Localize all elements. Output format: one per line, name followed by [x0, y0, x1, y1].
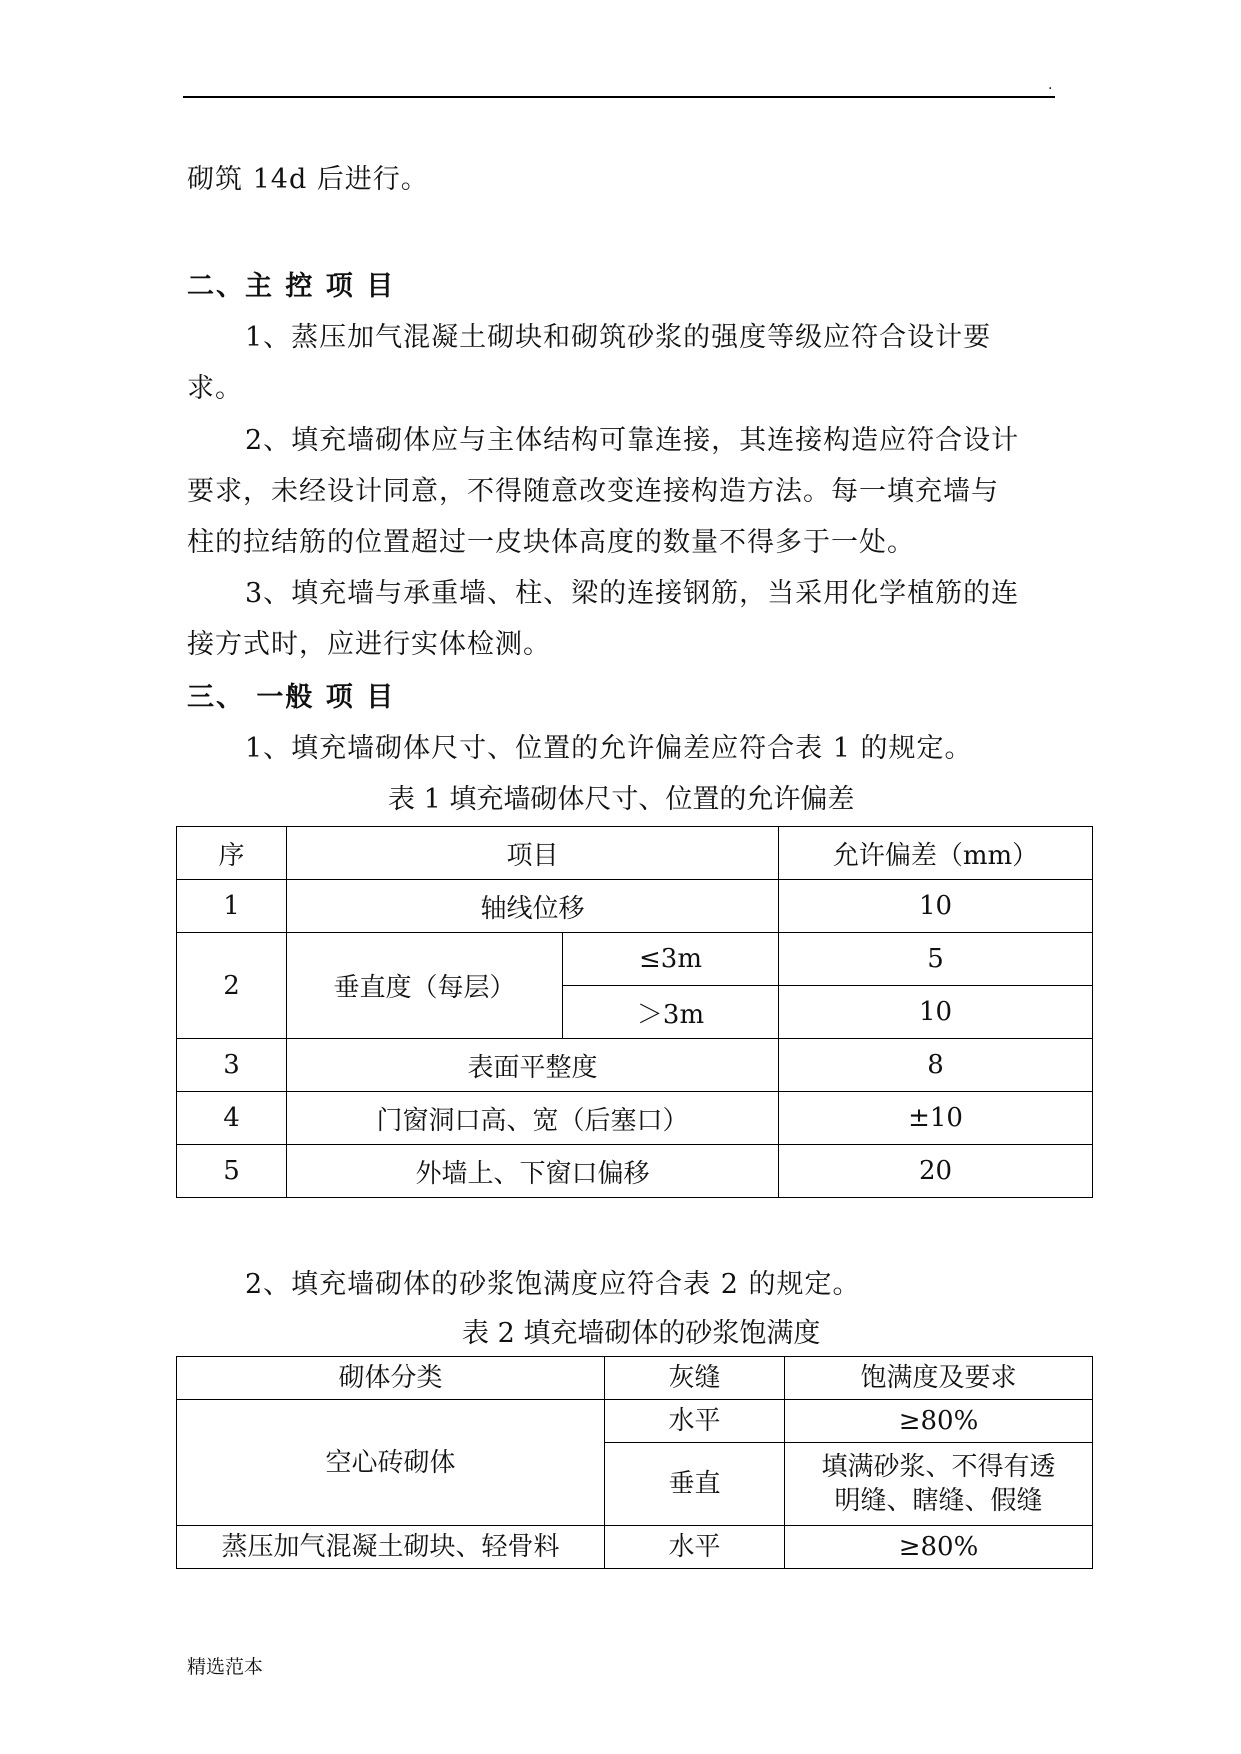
row-item: 轴线位移 [287, 880, 779, 933]
footer-text: 精选范本 [187, 1656, 264, 1678]
row-joint: 垂直 [605, 1443, 785, 1526]
row-subitem: ＞3m [563, 986, 779, 1039]
table-header-row [177, 827, 1093, 880]
header-cell-type: 砌体分类 [177, 1357, 605, 1400]
table-row [177, 1092, 1093, 1145]
table-row [177, 1400, 1093, 1443]
table1-caption: 表 1 填充墙砌体尺寸、位置的允许偏差 [388, 784, 855, 815]
row-tolerance: 10 [779, 880, 1093, 933]
row-tolerance: 10 [779, 986, 1093, 1039]
header-dot: . [1048, 77, 1053, 93]
table-row [177, 1145, 1093, 1198]
section2-title: 二、主 控 项 目 [187, 271, 396, 302]
section2-item1-line2: 求。 [187, 373, 243, 404]
header-cell-joint: 灰缝 [605, 1357, 785, 1400]
row-item: 门窗洞口高、宽（后塞口） [287, 1092, 779, 1145]
mortar-table [176, 1356, 1093, 1569]
row-no: 2 [177, 933, 287, 1039]
row-type: 空心砖砌体 [177, 1400, 605, 1526]
row-joint: 水平 [605, 1526, 785, 1569]
row-item: 垂直度（每层） [287, 933, 563, 1039]
section3-title: 三、 一般 项 目 [187, 682, 396, 713]
row-type: 蒸压加气混凝土砌块、轻骨料 [177, 1526, 605, 1569]
row-no: 1 [177, 880, 287, 933]
tolerance-table [176, 826, 1093, 1198]
section2-item3-line1: 3、填充墙与承重墙、柱、梁的连接钢筋，当采用化学植筋的连 [245, 578, 1020, 609]
row-joint: 水平 [605, 1400, 785, 1443]
row-no: 4 [177, 1092, 287, 1145]
table-row [177, 1039, 1093, 1092]
row-tolerance: 20 [779, 1145, 1093, 1198]
table-header-row [177, 1357, 1093, 1400]
table2-caption: 表 2 填充墙砌体的砂浆饱满度 [462, 1318, 821, 1349]
section2-item3-line2: 接方式时，应进行实体检测。 [187, 629, 551, 660]
header-cell-no: 序 [177, 827, 287, 880]
row-requirement-multiline [785, 1443, 1093, 1526]
requirement-line: 明缝、瞎缝、假缝 [834, 1486, 1043, 1516]
section3-item1: 1、填充墙砌体尺寸、位置的允许偏差应符合表 1 的规定。 [245, 733, 973, 764]
continuation-line: 砌筑 14d 后进行。 [187, 164, 429, 195]
row-no: 3 [177, 1039, 287, 1092]
table-row [177, 933, 1093, 986]
header-cell-item: 项目 [287, 827, 779, 880]
section2-item2-line3: 柱的拉结筋的位置超过一皮块体高度的数量不得多于一处。 [187, 527, 915, 558]
row-requirement: ≥80% [785, 1526, 1093, 1569]
row-subitem: ≤3m [563, 933, 779, 986]
requirement-line: 填满砂浆、不得有透 [821, 1452, 1056, 1482]
table-row [177, 1526, 1093, 1569]
row-item: 表面平整度 [287, 1039, 779, 1092]
header-cell-tolerance: 允许偏差（mm） [779, 827, 1093, 880]
header-cell-requirement: 饱满度及要求 [785, 1357, 1093, 1400]
row-tolerance: 5 [779, 933, 1093, 986]
row-tolerance: ±10 [779, 1092, 1093, 1145]
header-rule [183, 96, 1055, 98]
section3-item2: 2、填充墙砌体的砂浆饱满度应符合表 2 的规定。 [245, 1269, 861, 1300]
section2-item2-line2: 要求，未经设计同意，不得随意改变连接构造方法。每一填充墙与 [187, 476, 999, 507]
row-no: 5 [177, 1145, 287, 1198]
row-item: 外墙上、下窗口偏移 [287, 1145, 779, 1198]
row-tolerance: 8 [779, 1039, 1093, 1092]
row-requirement: ≥80% [785, 1400, 1093, 1443]
section2-item1-line1: 1、蒸压加气混凝土砌块和砌筑砂浆的强度等级应符合设计要 [245, 322, 992, 353]
section2-item2-line1: 2、填充墙砌体应与主体结构可靠连接，其连接构造应符合设计 [245, 425, 1020, 456]
table-row [177, 880, 1093, 933]
